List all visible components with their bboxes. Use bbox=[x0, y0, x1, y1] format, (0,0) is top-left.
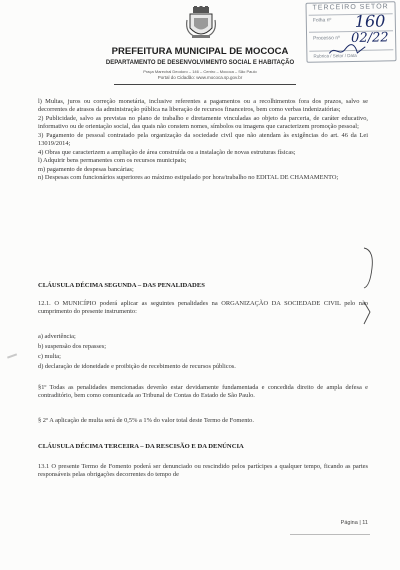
list-item: l) Adquirir bens permanentes com os recursos municipais; bbox=[38, 157, 187, 165]
header-rule bbox=[114, 84, 296, 85]
penalty-list bbox=[38, 332, 368, 372]
list-item: m) pagamento de despesas bancárias; bbox=[38, 165, 134, 173]
page-number: Página | 11 bbox=[340, 520, 368, 526]
margin-smudge bbox=[7, 353, 17, 358]
stamp-folha-value: 160 bbox=[354, 11, 386, 31]
list-item: b) suspensão dos repasses; bbox=[38, 343, 106, 350]
list-item: 2) Publicidade, salvo as previstas no plano de trabalho e diretamente vinculadas ao objeto da parceria, de caráter educativo, informativo ou de orientação social, das quais não constem nomes, símbolos ou imagens que caracterizem promoção pessoal; bbox=[38, 114, 368, 131]
section-12-paragraph-2: § 2º A aplicação de multa será de 0,5% a 1% do valor total deste Termo de Fomento. bbox=[38, 417, 254, 424]
section-12-intro: 12.1. O MUNICÍPIO poderá aplicar as seguintes penalidades na ORGANIZAÇÃO DA SOCIEDADE CIVIL pelo não cumprimento do presente instrumento: bbox=[38, 300, 368, 316]
list-item: l) Multas, juros ou correção monetária, inclusive referentes a pagamentos ou a recolhimentos fora dos prazos, salvo se decorrentes de atrasos da administração pública na liberação de recursos financeiros, bem como verbas indenizatórias; bbox=[38, 98, 368, 114]
header-address: Praça Marechal Deodoro – 146 – Centro – Mococa – São Paulo bbox=[143, 69, 257, 74]
header-title: PREFEITURA MUNICIPAL DE MOCOCA bbox=[111, 46, 289, 57]
expense-items bbox=[38, 98, 368, 183]
footer-rule bbox=[290, 534, 370, 535]
stamp-folha-label: Folha nº bbox=[312, 17, 332, 24]
margin-bracket-mark bbox=[362, 246, 376, 290]
stamp-processo-value: 02/22 bbox=[350, 30, 389, 46]
section-12-heading: CLÁUSULA DÉCIMA SEGUNDA – DAS PENALIDADES bbox=[38, 282, 205, 289]
stamp-processo-label: Processo nº bbox=[313, 35, 341, 42]
list-item: n) Despesas com funcionários superiores ao máximo estipulado por hora/trabalho no EDITAL DE CHAMAMENTO; bbox=[38, 174, 339, 182]
section-13-heading: CLÁUSULA DÉCIMA TERCEIRA – DA RESCISÃO E DA DENÚNCIA bbox=[38, 443, 244, 450]
header-portal: Portal do Cidadão: www.mococa.sp.gov.br bbox=[157, 75, 243, 80]
list-item: 4) Obras que caracterizem a ampliação de área construída ou a instalação de novas estruturas físicas; bbox=[38, 148, 296, 156]
list-item: c) multa; bbox=[38, 353, 61, 360]
stamp-title: TERCEIRO SETOR bbox=[312, 3, 389, 12]
list-item: a) advertência; bbox=[38, 333, 76, 340]
list-item: d) declaração de idoneidade e proibição de recebimento de recursos públicos. bbox=[38, 363, 236, 370]
stamp-rubrica-label: Rubrica / Setor / Data bbox=[313, 52, 357, 59]
section-13-paragraph-1: 13.1 O presente Termo de Fomento poderá ser denunciado ou rescindido pelos partícipes a qualquer tempo, ficando as partes responsáveis pelas obrigações decorrentes do tempo de bbox=[38, 463, 368, 479]
municipal-crest-icon bbox=[186, 6, 216, 40]
list-item: 3) Pagamento de pessoal contratado pela organização da sociedade civil que não atendam às exigências do art. 46 da Lei 13019/2014; bbox=[38, 131, 368, 148]
section-12-paragraph-1: §1º Todas as penalidades mencionadas deverão estar devidamente fundamentada e concedida direito de ampla defesa e contraditório, bem como comunicada ao Tribunal de Contas do Estado de São Paulo. bbox=[38, 384, 368, 400]
header-department: DEPARTAMENTO DE DESENVOLVIMENTO SOCIAL E HABITAÇÃO bbox=[105, 60, 295, 66]
